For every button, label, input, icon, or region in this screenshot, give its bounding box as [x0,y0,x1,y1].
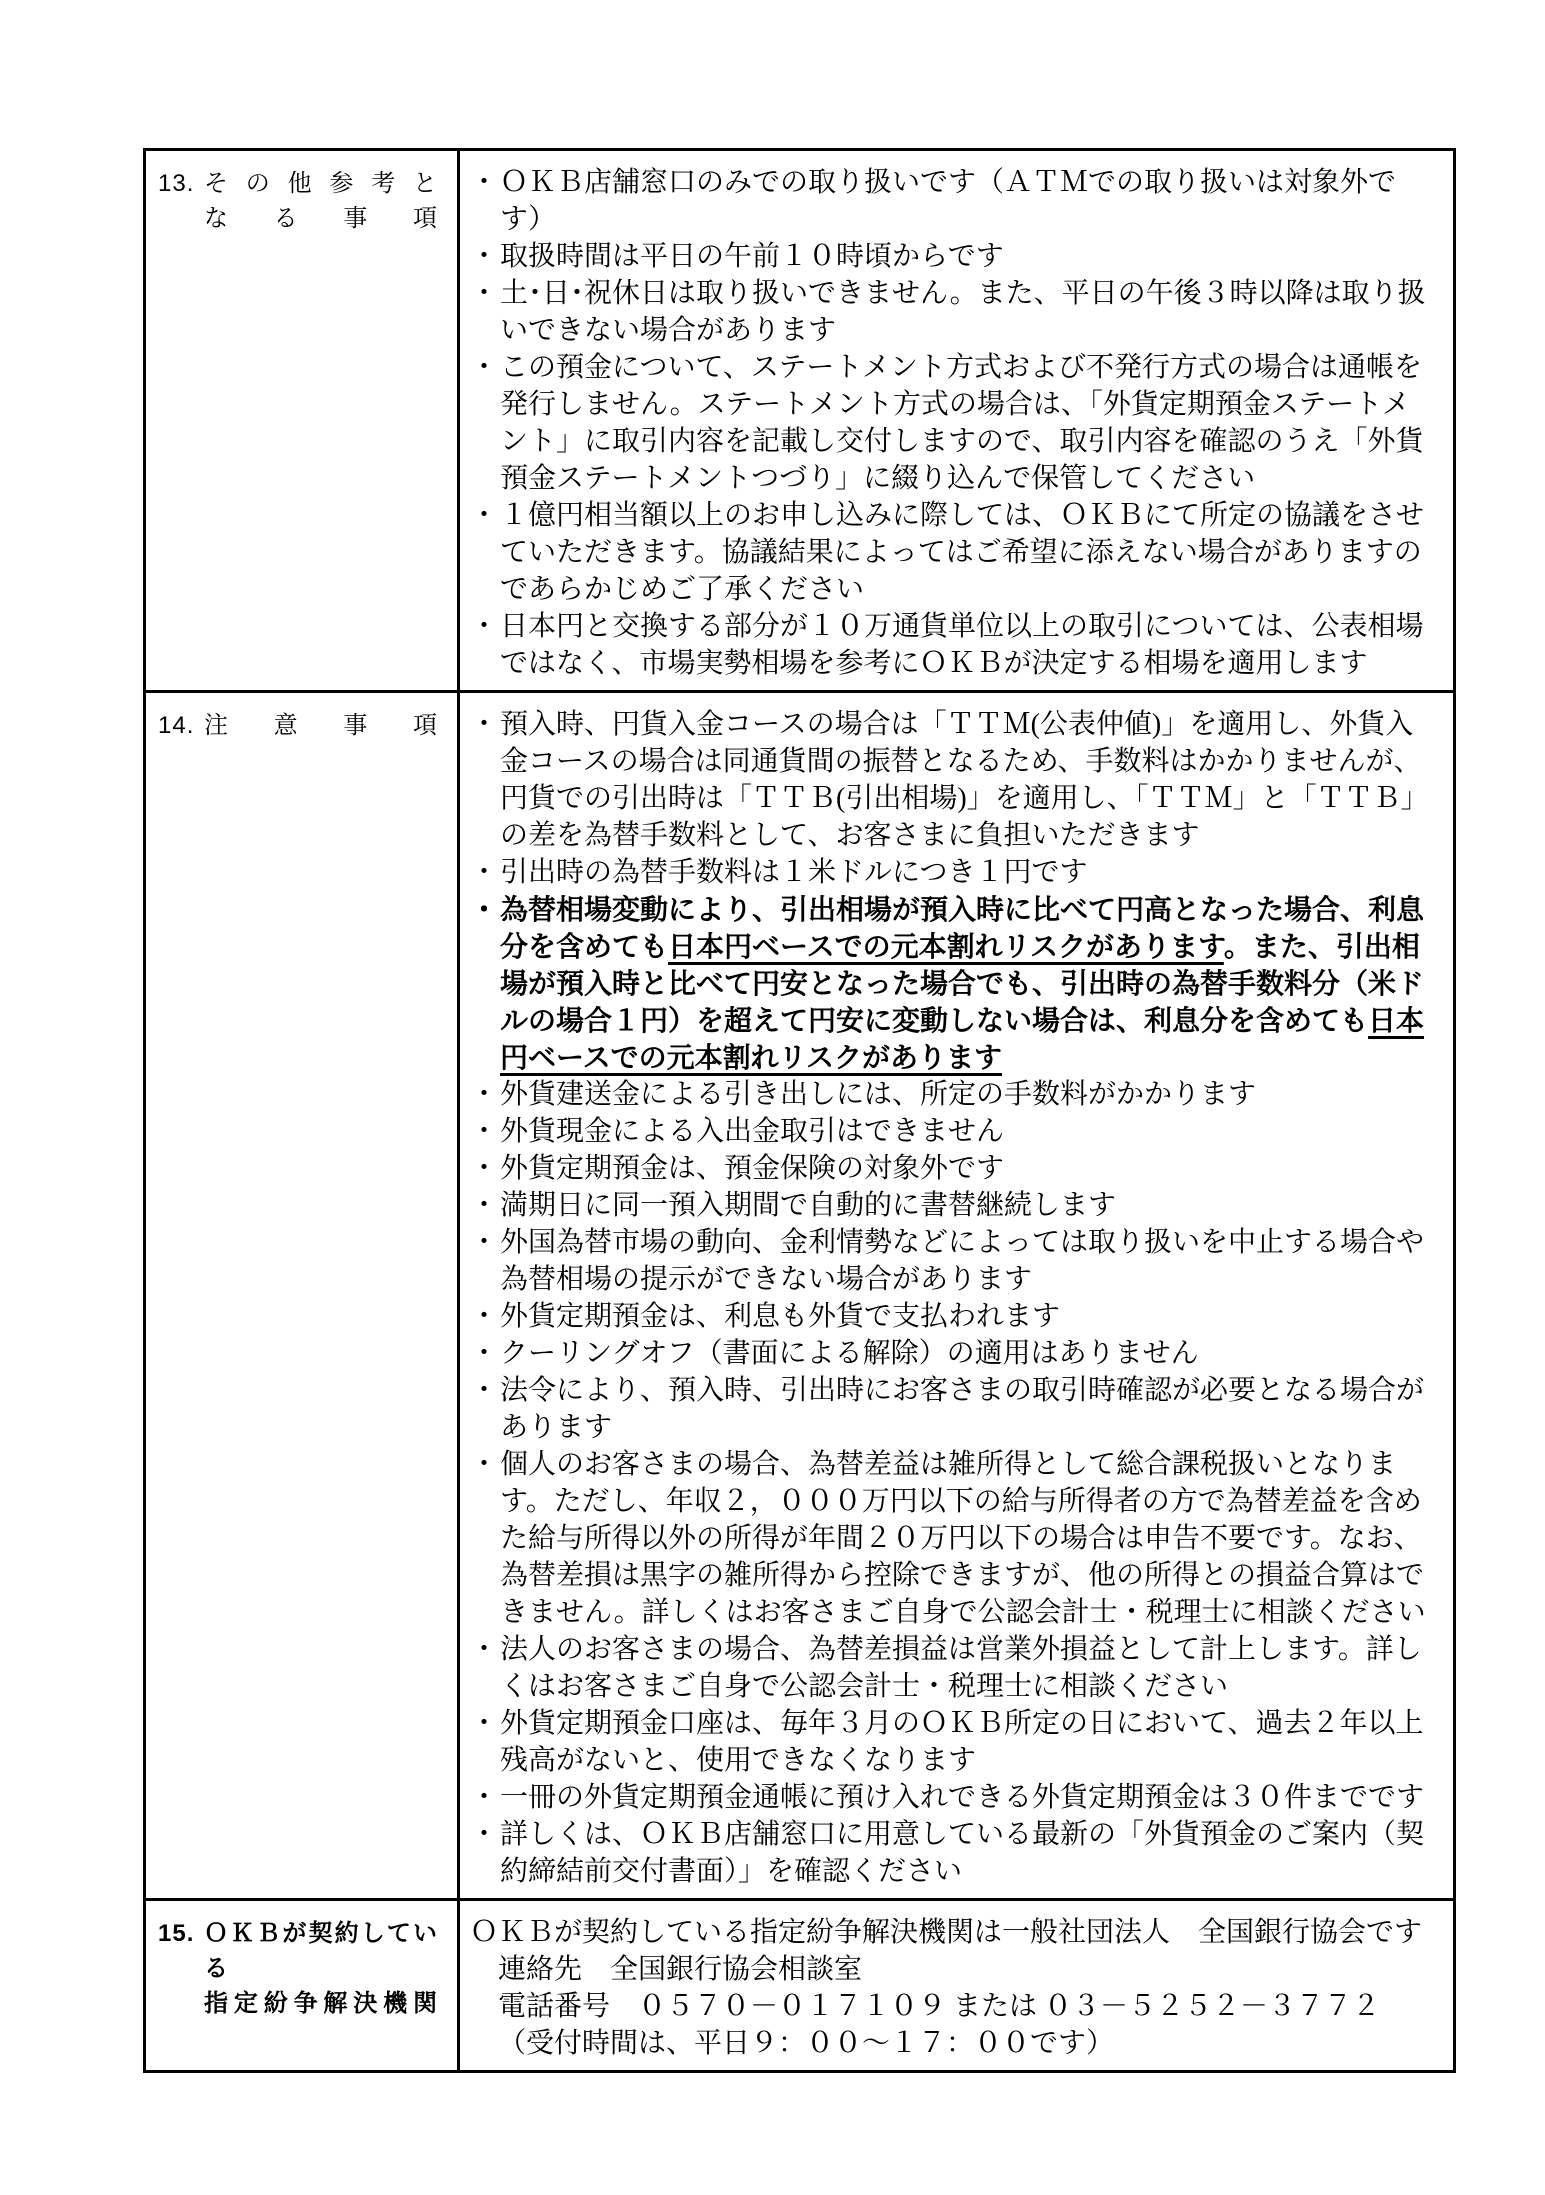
row-title-line: なる事項 [204,205,437,232]
row-content-cell [460,1901,1453,2070]
row-header-cell [146,1901,460,2070]
list-item [470,1779,1437,1816]
table-row [146,690,1453,1898]
terms-table [143,148,1456,2073]
item-text: クーリングオフ（書面による解除）の適用はありません [500,1338,1199,1369]
item-text: 取扱時間は平日の午前１０時頃からです [500,241,1004,272]
bullet-marker: ・ [470,1116,499,1147]
list-item [470,349,1437,497]
bullet-marker: ・ [470,1375,499,1406]
item-text: 一冊の外貨定期預金通帳に預け入れできる外貨定期預金は３０件までです [500,1782,1425,1813]
list-item [470,1631,1437,1705]
row-header [156,166,437,236]
item-text: 詳しくは、ＯＫＢ店舗窓口に用意している最新の「外貨預金のご案内（契約締結前交付書面）」を確認ください [500,1819,1425,1887]
bullet-marker: ・ [470,500,499,531]
bullet-marker: ・ [470,278,499,309]
bullet-marker: ・ [470,352,499,383]
bullet-marker: ・ [470,1153,499,1184]
item-text: 満期日に同一預入期間で自動的に書替継続します [500,1190,1117,1221]
row-header [156,708,437,743]
item-text: 個人のお客さまの場合、為替差益は雑所得として総合課税扱いとなります。ただし、年収２，０００万円以下の給与所得者の方で為替差益を含めた給与所得以外の所得が年間２０万円以下の場合は申告不要です。なお、為替差損は黒字の雑所得から控除できますが、他の所得との損益合算はできません。詳しくはお客さまご自身で公認会計士・税理士に相談ください [500,1449,1426,1628]
text-segment: 。また、引出相場が預入時と比べて円安となった場合でも、引出時の為替手数料分（米ドルの場合１円）を超えて円安に変動しない場合は、利息分を含めても [500,931,1425,1036]
row-title-line: その他参考と [204,170,437,197]
text-segment: 日本円ベースでの元本割れリスクがあります [500,1005,1425,1073]
list-item [470,1076,1437,1113]
row-content-cell [460,151,1453,690]
list-item [470,1298,1437,1335]
list-item [470,275,1437,349]
bullet-marker: ・ [470,709,499,740]
list-item [470,854,1437,891]
bullet-marker: ・ [470,857,499,888]
item-text: 外貨定期預金口座は、毎年３月のＯＫＢ所定の日において、過去２年以上残高がないと、使用できなくなります [500,1708,1424,1776]
bullet-marker: ・ [470,1190,499,1221]
table-row [146,1898,1453,2070]
item-text: 外貨定期預金は、預金保険の対象外です [500,1153,1005,1184]
bullet-marker: ・ [470,1449,499,1480]
bullet-marker: ・ [470,167,499,198]
list-item [470,1224,1437,1298]
text-segment: 日本円ベースでの元本割れリスクがあります [668,931,1224,962]
item-text: 法令により、預入時、引出時にお客さまの取引時確認が必要となる場合があります [500,1375,1425,1443]
item-text: 外貨建送金による引き出しには、所定の手数料がかかります [500,1079,1257,1110]
row-header-cell [146,693,460,1898]
content-line: 電話番号 ０５７０－０１７１０９ または ０３－５２５２－３７７２ [498,1991,1381,2022]
list-item [470,1335,1437,1372]
list-item [470,238,1437,275]
list-item [470,1372,1437,1446]
content-line: ＯＫＢが契約している指定紛争解決機関は一般社団法人 全国銀行協会です [470,1917,1423,1948]
bullet-marker: ・ [470,1301,499,1332]
row-title-line: ＯＫＢが契約している [204,1920,437,1982]
list-item [470,891,1437,1076]
row-header [156,1916,437,2021]
item-text: 外貨現金による入出金取引はできません [500,1116,1005,1147]
row-title [204,166,437,236]
list-item [470,1816,1437,1890]
row-title [204,708,437,743]
list-item [470,497,1437,608]
row-header-cell [146,151,460,690]
list-item [470,1446,1437,1631]
bullet-marker: ・ [470,1079,499,1110]
item-text: この預金について、ステートメント方式および不発行方式の場合は通帳を発行しません。ステートメント方式の場合は、「外貨定期預金ステートメント」に取引内容を記載し交付しますので、取引内容を確認のうえ「外貨預金ステートメントつづり」に綴り込んで保管してください [500,352,1424,494]
bullet-marker: ・ [470,1338,499,1369]
item-text: 日本円と交換する部分が１０万通貨単位以上の取引については、公表相場ではなく、市場実勢相場を参考にＯＫＢが決定する相場を適用します [500,611,1424,679]
content-line: （受付時間は、平日９：００～１７：００です） [498,2028,1115,2059]
list-item [470,1187,1437,1224]
list-item [470,608,1437,682]
item-text: １億円相当額以上のお申し込みに際しては、ＯＫＢにて所定の協議をさせていただきます。協議結果によってはご希望に添えない場合がありますのであらかじめご了承ください [500,500,1425,605]
bullet-marker: ・ [470,241,499,272]
item-text: 引出時の為替手数料は１米ドルにつき１円です [500,857,1088,888]
row-title-line: 注意事項 [204,712,437,739]
row-title-line: 指定紛争解決機関 [204,1990,437,2017]
table-row [146,151,1453,690]
row-content-cell [460,693,1453,1898]
bullet-marker: ・ [470,894,499,925]
item-text: 法人のお客さまの場合、為替差損益は営業外損益として計上します。詳しくはお客さまご自身で公認会計士・税理士に相談ください [500,1634,1422,1702]
bullet-marker: ・ [470,1782,499,1813]
list-item [470,1705,1437,1779]
bullet-marker: ・ [470,1227,499,1258]
text-segment: 為替相場変動により、引出相場が預入時に比べて円高となった場合、利息分を含めても [500,894,1425,962]
item-text: 預入時、円貨入金コースの場合は「ＴＴＭ(公表仲値)」を適用し、外貨入金コースの場合は同通貨間の振替となるため、手数料はかかりませんが、円貨での引出時は「ＴＴＢ(引出相場)」を適用し、「ＴＴＭ」と「ＴＴＢ」の差を為替手数料として、お客さまに負担いただきます [500,709,1429,851]
row-title [204,1916,437,2021]
row-number: 13. [158,170,195,197]
bullet-marker: ・ [470,611,499,642]
item-text: 外貨定期預金は、利息も外貨で支払われます [500,1301,1061,1332]
row-number: 14. [158,712,195,739]
row-number: 15. [158,1920,195,1947]
list-item [470,1150,1437,1187]
list-item [470,1113,1437,1150]
item-text: 外国為替市場の動向、金利情勢などによっては取り扱いを中止する場合や為替相場の提示ができない場合があります [500,1227,1425,1295]
item-text: ＯＫＢ店舗窓口のみでの取り扱いです（ＡＴＭでの取り扱いは対象外です） [500,167,1397,235]
bullet-marker: ・ [470,1634,499,1665]
list-item [470,164,1437,238]
bullet-marker: ・ [470,1708,499,1739]
list-item [470,706,1437,854]
content-line: 連絡先 全国銀行協会相談室 [498,1954,863,1985]
item-text: 土･日･祝休日は取り扱いできません。また、平日の午後３時以降は取り扱いできない場合があります [500,278,1426,346]
bullet-marker: ・ [470,1819,499,1850]
